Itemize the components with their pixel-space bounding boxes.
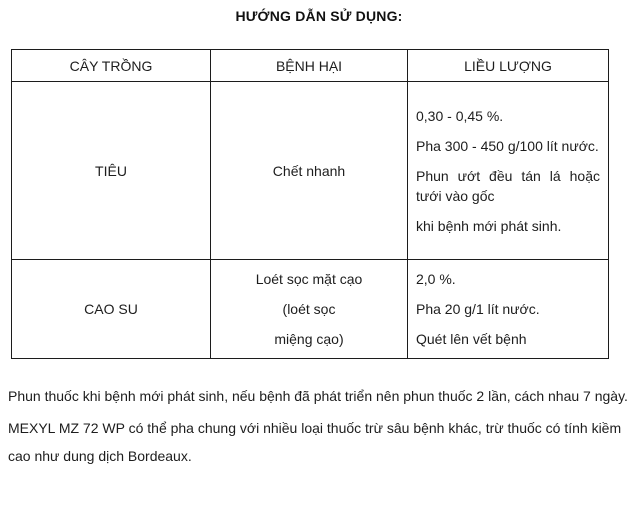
disease-cell-tieu	[211, 82, 408, 260]
dosage-line: 2,0 %.	[416, 271, 456, 287]
column-header-dosage: LIỀU LƯỢNG	[408, 50, 609, 82]
note-paragraph-application: Phun thuốc khi bệnh mới phát sinh, nếu bệnh đã phát triển nên phun thuốc 2 lần, cách nhau 7 ngày.	[8, 388, 628, 404]
table-header-row	[12, 50, 609, 82]
dosage-cell-caosu	[408, 260, 609, 359]
disease-cell-caosu	[211, 260, 408, 359]
column-header-crop: CÂY TRỒNG	[12, 50, 211, 82]
dosage-line: Quét lên vết bệnh	[416, 331, 527, 347]
dosage-line: 0,30 - 0,45 %.	[416, 107, 504, 124]
table-row-caosu	[12, 260, 609, 359]
disease-line: Loét sọc mặt cạo	[255, 271, 363, 287]
dosage-cell-tieu	[408, 82, 609, 260]
column-header-disease: BỆNH HẠI	[211, 50, 408, 82]
dosage-line: Pha 300 - 450 g/100 lít nước.	[416, 137, 599, 154]
note-paragraph-mixing: MEXYL MZ 72 WP có thể pha chung với nhiều loại thuốc trừ sâu bệnh khác, trừ thuốc có tính kiềm cao như dung dịch Bordeaux.	[8, 420, 622, 464]
crop-name: TIÊU	[95, 162, 127, 179]
usage-instructions-table	[11, 49, 609, 359]
crop-cell-tieu	[12, 82, 211, 260]
crop-cell-caosu	[12, 260, 211, 359]
disease-line: miệng cạo)	[274, 331, 344, 347]
dosage-line: Pha 20 g/1 lít nước.	[416, 301, 540, 317]
crop-name: CAO SU	[84, 301, 138, 317]
notes-section	[0, 382, 638, 470]
dosage-line: Phun ướt đều tán lá hoặc tưới vào gốc	[416, 167, 600, 204]
page-title: HƯỚNG DẪN SỬ DỤNG:	[235, 8, 403, 24]
table-row-tieu	[12, 82, 609, 260]
disease-line: (loét sọc	[282, 301, 336, 317]
disease-line: Chết nhanh	[272, 162, 346, 179]
dosage-line: khi bệnh mới phát sinh.	[416, 217, 562, 234]
